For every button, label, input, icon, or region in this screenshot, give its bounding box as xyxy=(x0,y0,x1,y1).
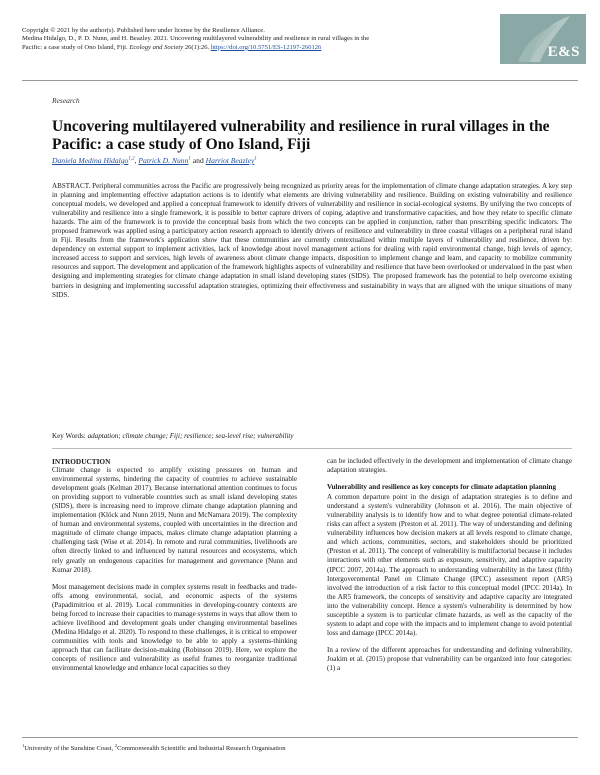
body-paragraph: can be included effectively in the development and implementation of climate change adaptation strategies. xyxy=(327,457,572,475)
doi-link[interactable]: https://doi.org/10.5751/ES-12197-260126 xyxy=(210,43,322,51)
article-title: Uncovering multilayered vulnerability and resilience in rural villages in the Pacific: a case study of Ono Island, Fiji xyxy=(52,118,550,153)
citation-line: Medina Hidalgo, D., P. D. Nunn, and H. Beazley. 2021. Uncovering multilayered vulnerability and resilience in rural villages in the xyxy=(22,35,370,43)
body-paragraph: A common departure point in the design of adaptation strategies is to define and understand a system's vulnerability (Johnson et al. 2016). The main objective of vulnerability analysis is to identify how and to what degree potential climate-related risks can affect a system (Preston et al. 2011). The way of understanding and defining vulnerability influences how decision makers at all levels respond to climate change, and which actions, communities, sectors, and stakeholders should be prioritized (Preston et al. 2011). The concept of vulnerability is multifactorial because it includes interactions with other elements such as exposure, sensitivity, and adaptive capacity (IPCC 2007, 2014a). The approach to understanding vulnerability in the latest (fifth) Intergovernmental Panel on Climate Change (IPCC) assessment report (AR5) involved the introduction of a risk factor to this conceptual model (IPCC 2014a). In the AR5 framework, the concepts of sensitivity and adaptive capacity are integrated into the vulnerability concept. Hence a system's vulnerability is determined by how susceptible a system is to particular climate hazards, as well as the capacity of the system to adapt and cope with the impacts and to implement change to avoid potential loss and damage (IPCC 2014a). xyxy=(327,493,572,637)
footnote-divider xyxy=(22,737,578,738)
body-column-right xyxy=(327,457,572,681)
author-link[interactable]: Harriot Beazley xyxy=(205,156,255,165)
section-heading: INTRODUCTION xyxy=(52,457,111,466)
journal-logo xyxy=(500,14,586,64)
author-separator: , xyxy=(134,156,139,165)
keywords-label: Key Words: xyxy=(52,432,86,440)
author-separator: and xyxy=(190,156,206,165)
keywords xyxy=(52,432,572,440)
body-column-left xyxy=(52,457,297,681)
logo-text: E&S xyxy=(547,44,580,60)
author-affiliation: 1,2 xyxy=(128,156,135,162)
abstract: ABSTRACT. Peripheral communities across the Pacific are progressively being recognized as priority areas for the implementation of climate change adaptation strategies. A key step in planning and implementing effective adaptation actions is to identify what elements are driving vulnerability and resilience. Building on existing vulnerability and resilience conceptual models, we developed and applied a conceptual framework to identify drivers of vulnerability and resilience in social-ecological systems. By unifying the two concepts of vulnerability and resilience into a single framework, it is possible to better capture drivers of coping, adaptive and transformative capacities, and how they relate to specific climate hazards. The aim of the framework is to provide the conceptual basis from which the two concepts can be applied in conjunction, rather than prescribing specific indicators. The proposed framework was applied using a participatory action research approach to identify drivers of resilience and vulnerability in three coastal villages on a peripheral rural island in Fiji. Results from the framework's application show that these communities are currently contextualized within multiple layers of vulnerability and resilience, driven by: dependency on external support to implement activities, lack of knowledge about novel management actions for dealing with rapid environmental change, high levels of agency, increased access to support and services, high levels of awareness about climate change impacts, disposition to implement change and learn, and capacity to mobilize community resources and support. The development and application of the framework highlights aspects of vulnerability and resilience that have been overlooked or undervalued in the past when designing and implementing strategies for climate change adaptation in small island developing states (SIDS). The proposed framework has the potential to help overcome existing barriers in designing and implementing successful adaptation strategies, optimizing their effectiveness and sustainability in ways that are aligned with the unique situations of many SIDS. xyxy=(52,182,572,299)
journal-name: Ecology and Society xyxy=(129,43,184,51)
affiliation-number: 1 xyxy=(22,743,25,748)
citation-title-tail: Pacific: a case study of Ono Island, Fiji. xyxy=(22,43,128,51)
author-list xyxy=(52,156,452,165)
body-paragraph: Climate change is expected to amplify existing pressures on human and environmental systems, hindering the capacity of countries to achieve sustainable development goals (Kelman 2017). Because international attention continues to focus on providing support to vulnerable countries such as small island developing states (SIDS), there is increasing need to improve climate change adaptation planning and implementation (Klöck and Nunn 2019, Nunn and McNamara 2019). The complexity of human and environmental systems, coupled with uncertainties in the direction and magnitude of climate change impacts, makes climate change adaptation planning a challenging task (Wise et al. 2014). In remote and rural communities, livelihoods are often directly linked to and influenced by natural resources and ecosystems, which rely greatly on endogenous capacities for management and governance (Nunn and Kumar 2018). xyxy=(52,466,297,574)
affiliation-text: Commonwealth Scientific and Industrial Research Organisation xyxy=(117,745,286,753)
author-link[interactable]: Patrick D. Nunn xyxy=(138,156,189,165)
body-paragraph: In a review of the different approaches for understanding and defining vulnerability, Joakim et al. (2015) propose that vulnerability can be organized into four categories: (1) a xyxy=(327,645,572,672)
copyright-block xyxy=(22,27,492,52)
body-paragraph: Most management decisions made in complex systems result in feedbacks and trade-offs among environmental, social, and economic aspects of the systems (Papadimitriou et al. 2019). Local communities in developing-country contexts are being forced to increase their capacities to manage systems in ways that allow them to achieve livelihood and development goals under changing environmental baselines (Medina Hidalgo et al. 2020). To respond to these challenges, it is critical to empower communities with tools and knowledge to be able to apply a systems-thinking approach that can facilitate decision-making (Robinson 2019). Here, we explore the concepts of resilience and vulnerability as useful frames to reorganize traditional environmental knowledge and enhance local capacities so they xyxy=(52,582,297,673)
author-affiliation: 1 xyxy=(254,156,257,162)
author-link[interactable]: Daniela Medina Hidalgo xyxy=(52,156,129,165)
keywords-list: adaptation; climate change; Fiji; resilience; sea-level rise; vulnerability xyxy=(87,432,294,440)
affiliation-text: University of the Sunshine Coast, xyxy=(24,745,115,753)
subsection-heading: Vulnerability and resilience as key concepts for climate adaptation planning xyxy=(327,483,557,492)
section-label: Research xyxy=(52,96,80,105)
affiliation-footnote xyxy=(22,743,286,752)
copyright-line: Copyright © 2021 by the author(s). Published here under license by the Resilience Alliance. xyxy=(22,27,265,34)
citation-line-2 xyxy=(22,44,492,52)
abstract-divider xyxy=(52,448,572,449)
author-affiliation: 1 xyxy=(188,156,191,162)
header-divider xyxy=(22,80,578,81)
citation-volume: 26(1):26. xyxy=(184,43,210,51)
affiliation-number: 2 xyxy=(114,743,118,748)
